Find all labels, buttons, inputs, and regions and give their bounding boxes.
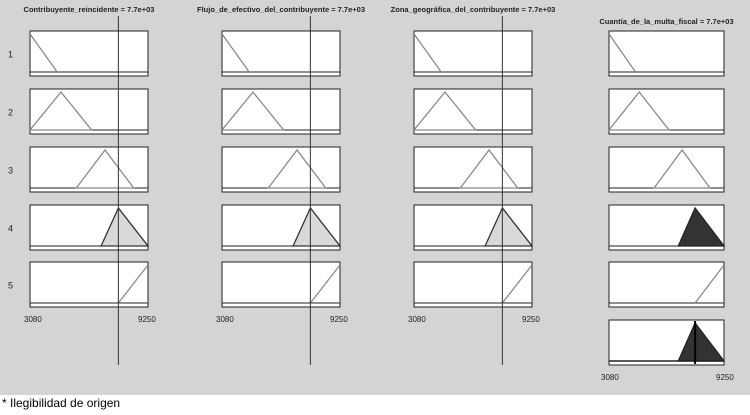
range-max-label: 9250 [138, 315, 156, 324]
range-min-label: 3080 [408, 315, 426, 324]
footnote: * Ilegibilidad de origen [2, 396, 121, 410]
range-max-label: 9250 [522, 315, 540, 324]
membership-plot-frame [414, 31, 532, 76]
rule-number-label: 3 [8, 165, 14, 176]
output-range-max-label: 9250 [716, 373, 734, 382]
rule-number-label: 4 [8, 223, 14, 234]
membership-plot-frame [222, 147, 340, 192]
output-plot-frame [609, 31, 724, 76]
range-max-label: 9250 [330, 315, 348, 324]
input-variable-title: Zona_geográfica_del_contribuyente = 7.7e+03 [390, 5, 556, 14]
output-variable-title: Cuantía_de_la_multa_fiscal = 7.7e+03 [599, 17, 734, 26]
membership-plot-frame [222, 262, 340, 307]
membership-plot-frame [222, 31, 340, 76]
output-plot-frame [609, 147, 724, 192]
membership-plot-frame [414, 262, 532, 307]
rule-number-label: 5 [8, 280, 14, 291]
membership-plot-frame [414, 147, 532, 192]
membership-plot-frame [30, 262, 148, 307]
rule-number-label: 1 [8, 49, 14, 60]
rule-number-label: 2 [8, 107, 14, 118]
output-plot-frame [609, 262, 724, 307]
input-variable-title: Flujo_de_efectivo_del_contribuyente = 7.7e+03 [197, 5, 365, 14]
input-variable-title: Contribuyente_reincidente = 7.7e+03 [23, 5, 155, 14]
membership-plot-frame [30, 31, 148, 76]
range-min-label: 3080 [24, 315, 42, 324]
output-range-min-label: 3080 [601, 373, 619, 382]
range-min-label: 3080 [216, 315, 234, 324]
membership-plot-frame [30, 147, 148, 192]
